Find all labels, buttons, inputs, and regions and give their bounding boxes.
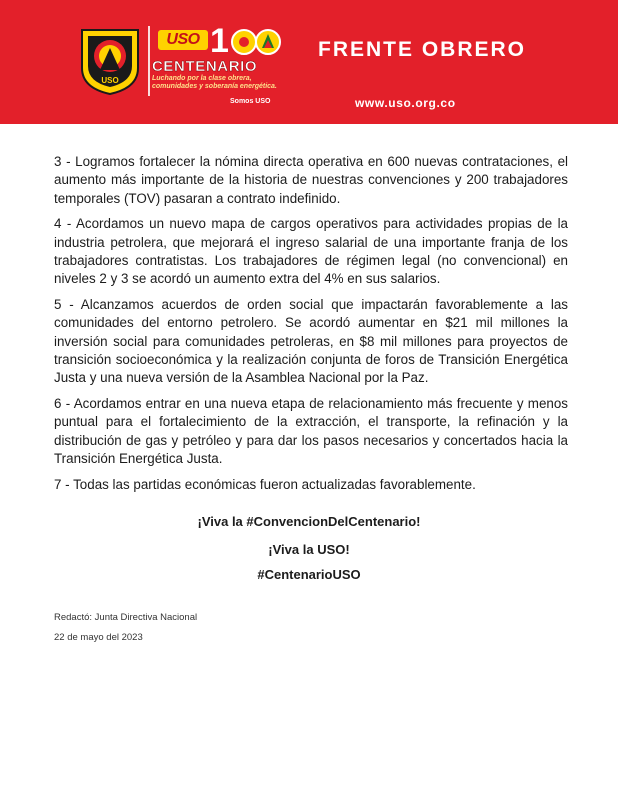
website-link[interactable]: www.uso.org.co [355,96,456,110]
uso-seal-logo [78,26,142,96]
paragraph-4: 4 - Acordamos un nuevo mapa de cargos operativos para actividades propias de la industria petrolera, que mejorará el ingreso salarial de una importante franja de los trabajadores contratistas. Los trabajadores de régimen legal (no convencional) en niveles 2 y 3 se acordó un aumento extra del 4% en sus salarios. [54,216,568,287]
paragraph-7: 7 - Todas las partidas económicas fueron actualizadas favorablemente. [54,476,476,492]
article-body [54,153,568,501]
newsletter-title: FRENTE OBRERO [318,38,527,61]
closing-hashtag: #CentenarioUSO [257,567,361,582]
centenary-zeros-icon [230,28,282,56]
paragraph-5: 5 - Alcanzamos acuerdos de orden social que impactarán favorablemente a las comunidades del entorno petrolero. Se acordó aumentar en $21 mil millones la inversión social para comunidades petroleras, en $8 mil millones para proyectos de transición socioeconómica y la realización conjunta de foros de Transición Energética Justa y una nueva versión de la Asamblea Nacional por la Paz. [54,296,568,386]
header-banner [0,0,618,124]
publish-date: 22 de mayo del 2023 [54,632,143,643]
logo-tagline: Luchando por la clase obrera, comunidades y soberanía energética. [152,75,277,90]
logo-somos-uso: Somos USO [230,98,271,105]
logo-divider [148,26,150,96]
closing-slogan-2: ¡Viva la USO! [268,542,350,557]
centenario-logo [152,22,282,118]
closing-slogan-1: ¡Viva la #ConvencionDelCentenario! [197,514,421,529]
centenario-wordmark: CENTENARIO [152,58,258,75]
paragraph-3: 3 - Logramos fortalecer la nómina directa operativa en 600 nuevas contrataciones, el aumento más importante de la historia de nuestras convenciones y 200 trabajadores temporales (TOV) pasaran a contrato indefinido. [54,154,568,206]
centenary-number-one: 1 [210,22,229,60]
svg-text:USO: USO [101,76,119,85]
paragraph-6: 6 - Acordamos entrar en una nueva etapa de relacionamiento más frecuente y menos puntual para el fortalecimiento de la extracción, el transporte, la refinación y la distribución de gas y petróleo y para dar los pasos necesarios y concertados hacia la Transición Energética Justa. [54,395,568,467]
uso-wordmark: USO [158,30,208,50]
author-credit: Redactó: Junta Directiva Nacional [54,612,198,623]
